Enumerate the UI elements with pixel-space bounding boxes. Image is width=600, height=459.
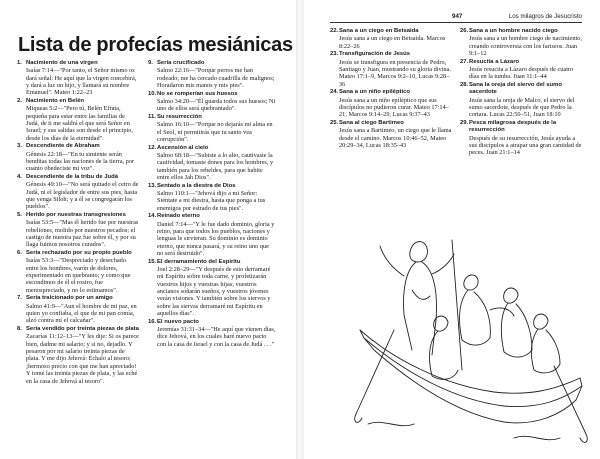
left-page <box>0 0 296 459</box>
item-heading-row <box>330 28 452 35</box>
item-number: 24. <box>330 89 339 96</box>
item-number: 2. <box>17 98 22 105</box>
item-number: 29. <box>460 120 469 127</box>
item-number: 5. <box>17 212 22 219</box>
item-heading: No se romperían sus huesos <box>157 90 238 97</box>
item-number: 13. <box>148 182 157 189</box>
item-heading: Reinado eterno <box>157 213 200 220</box>
item-heading: Nacimiento en Belén <box>26 98 84 105</box>
item-text: Génesis 49:10—"No será quitado el cetro de Judá, ni el legislador de entre sus pies, hasta que venga Siloh; y a él se congregarán los pueblos". <box>26 181 139 211</box>
item-text: Salmo 68:18—"Subiste a lo alto, cautivaste la cautividad, tomaste dones para los hombres, y también para los rebeldes, para que habite entre ellos Jah Dios". <box>157 152 274 182</box>
list-item <box>17 295 139 324</box>
item-heading: Descendiente de Abraham <box>26 143 100 150</box>
item-text: Salmo 22:16—"Porque perros me han rodeado; me ha cercado cuadrilla de malignos; Horadaron mis manos y mis pies". <box>157 67 275 90</box>
item-text: Jesús sana a un ciego en Betsaida. Marcos 8:22–26 <box>339 35 446 50</box>
item-number: 10. <box>148 90 157 97</box>
list-item <box>460 82 582 119</box>
item-text: Zacarías 11:12–13—"Y les dije: Si os parece bien, dadme mi salario; y si no, dejadlo. Y pesaron por mi salario treinta piezas de plata. Y me dijo Jehová: Échalo al tesoro; ¡hermoso precio con que me han apreciado! Y tomé las treinta piezas de plata, y las eché en la casa de Jehová al tesoro". <box>26 333 139 385</box>
item-heading: Nacimiento de una virgen <box>26 60 98 66</box>
item-text: Isaías 7:14—"Por tanto, el Señor mismo os dará señal: He aquí que la virgen concebirá, y dará a luz un hijo, y llamará su nombre Emanuel". Mateo 1:22–23 <box>26 67 137 97</box>
list-item <box>17 250 139 294</box>
list-item <box>330 120 452 149</box>
item-heading-row <box>148 91 276 98</box>
item-number: 22. <box>330 28 339 34</box>
item-heading-row <box>148 145 276 152</box>
page-title: Lista de profecías mesiánicas <box>18 34 293 56</box>
item-number: 27. <box>460 58 469 65</box>
item-text: Jesús sana a un niño epiléptico que sus discípulos no pudieron curar. Mateo 17:14–21, Marcos 9:14–29, Lucas 9:37–43 <box>339 96 449 119</box>
item-text: Joel 2:28–29—"Y después de esto derramaré mi Espíritu sobre toda carne, y profetizarán vuestros hijos y vuestras hijas; vuestros ancianos soñarán sueños, y vuestros jóvenes verán visiones. Y también sobre los siervos y sobre las siervas derramaré mi Espíritu en aquellos días". <box>157 266 271 318</box>
item-text: Jesús sana la oreja de Malco, el siervo del sumo sacerdote, después de que Pedro la cortara. Lucas 22:50–51, Juan 18:10 <box>469 96 575 119</box>
item-heading-row <box>148 319 276 326</box>
prophecy-column-2 <box>148 60 276 349</box>
item-heading: Sana la oreja del siervo del sumo sacerdote <box>469 82 562 96</box>
item-number: 9. <box>148 60 153 66</box>
list-item <box>17 326 139 385</box>
item-text: Salmo 16:10—"Porque no dejarás mi alma en el Seol, ni permitirás que tu santo vea corrupción". <box>157 121 273 144</box>
item-number: 8. <box>17 326 22 333</box>
item-heading: Herido por nuestras transgresiones <box>26 212 126 219</box>
list-item <box>148 91 276 113</box>
item-heading: Sana a un niño epiléptico <box>339 89 411 96</box>
item-text: Isaías 53:3—"Despreciado y desechado entre los hombres, varón de dolores, experimentado en quebranto; y como que escondimos de él el rostro, fue menospreciado, y no lo estimamos". <box>26 257 131 294</box>
item-heading: Sana a un hombre nacido ciego <box>469 28 558 34</box>
item-heading: Su resurrección <box>157 114 202 120</box>
item-heading-row <box>148 60 276 67</box>
item-heading-row <box>460 82 582 97</box>
list-item <box>460 59 582 81</box>
list-item <box>330 51 452 88</box>
item-heading-row <box>17 326 139 333</box>
item-number: 7. <box>17 295 22 302</box>
item-text: Salmo 110:1—"Jehová dijo a mi Señor: Siéntate a mi diestra, hasta que ponga a tus enemigos por estrado de tus pies". <box>157 190 266 212</box>
list-item <box>330 28 452 50</box>
item-heading-row <box>330 89 452 96</box>
item-heading-row <box>330 120 452 127</box>
list-item <box>148 259 276 318</box>
item-heading: Sería vendido por treinta piezas de plata <box>26 326 139 333</box>
item-text: Miqueas 5:2—"Pero tú, Belén Efrata, pequeña para estar entre las familias de Judá, de ti me saldrá el que será Señor en Israel; y sus salidas son desde el principio, desde los días de la eternidad". <box>26 105 134 142</box>
list-item <box>148 60 276 89</box>
list-item <box>17 174 139 211</box>
item-text: Jesús resucita a Lázaro después de cuatro días en la tumba. Juan 11:1–44 <box>469 66 574 81</box>
item-text: Génesis 22:18—"En tu simiente serán benditas todas las naciones de la tierra, por cuanto obedeciste mi voz". <box>26 150 135 173</box>
item-heading: Pesca milagrosa después de la resurrección <box>469 120 557 134</box>
item-heading: Ascensión al cielo <box>157 144 209 151</box>
item-heading-row <box>148 259 276 266</box>
item-heading: Descendiente de la tribu de Judá <box>26 174 118 181</box>
item-number: 25. <box>330 120 339 127</box>
item-heading-row <box>148 183 276 190</box>
item-heading-row <box>17 174 139 181</box>
item-text: Jesús se transfigura en presencia de Pedro, Santiago y Juan, mostrando su gloria divina. Mateo 17:1–9, Marcos 9:2–10, Lucas 9:28–36 <box>339 58 451 88</box>
item-number: 11. <box>148 114 156 120</box>
running-title: Los milagros de Jesucristo <box>508 13 582 20</box>
item-heading-row <box>17 98 139 105</box>
item-heading: El nuevo pacto <box>157 318 199 325</box>
miracle-column-1 <box>330 28 452 151</box>
list-item <box>460 28 582 57</box>
right-page <box>304 0 600 459</box>
item-text: Salmo 41:9—"Aun el hombre de mi paz, en quien yo confiaba, el que de mi pan comía, alzó contra mí el calcañar". <box>26 302 137 325</box>
item-text: Jesús sana a Bartimeo, un ciego que le llama desde el camino. Marcos 10:46–52, Mateo 20:29–34, Lucas 18:35–43 <box>339 127 452 150</box>
item-text: Daniel 7:14—"Y le fue dado dominio, gloria y reino, para que todos los pueblos, naciones y lenguas le sirvieran. Su dominio es dominio eterno, que nunca pasará, y su reino uno que no será destruido". <box>157 220 275 258</box>
item-heading-row <box>460 120 582 135</box>
item-number: 15. <box>148 258 157 265</box>
item-heading: Sería rechazado por su propio pueblo <box>26 250 132 257</box>
prophecy-column-1 <box>17 60 139 386</box>
boat-with-jesus-and-disciples-icon <box>354 210 590 450</box>
item-heading-row <box>17 212 139 219</box>
list-item <box>330 89 452 118</box>
item-number: 1. <box>17 60 22 66</box>
list-item <box>17 98 139 142</box>
list-item <box>148 145 276 182</box>
list-item <box>148 213 276 257</box>
page-number: 947 <box>452 13 463 20</box>
item-heading: Resucita a Lázaro <box>469 58 520 65</box>
item-number: 16. <box>148 318 157 325</box>
item-heading: Sería traicionado por un amigo <box>26 295 113 302</box>
book-gutter <box>296 0 304 459</box>
item-heading: El derramamiento del Espíritu <box>157 258 241 265</box>
list-item <box>460 120 582 157</box>
item-heading-row <box>148 114 276 121</box>
list-item <box>148 183 276 212</box>
item-heading-row <box>17 295 139 302</box>
item-heading-row <box>460 28 582 35</box>
item-number: 12. <box>148 144 157 151</box>
item-heading: Sana al ciego Bartimeo <box>339 120 404 127</box>
item-heading-row <box>17 143 139 150</box>
item-heading: Sentado a la diestra de Dios <box>157 182 236 189</box>
list-item <box>17 212 139 249</box>
item-heading: Sana a un ciego en Betsaida <box>339 28 419 34</box>
item-heading-row <box>330 51 452 58</box>
item-number: 28. <box>460 82 469 88</box>
item-text: Después de su resurrección, Jesús ayuda a sus discípulos a atrapar una gran cantidad de peces. Juan 21:1–14 <box>469 134 582 157</box>
item-heading: Transfiguración de Jesús <box>339 51 411 58</box>
item-heading-row <box>460 59 582 66</box>
item-number: 6. <box>17 250 22 257</box>
item-text: Isaías 53:5—"Mas él herido fue por nuestras rebeliones, molido por nuestros pecados; el castigo de nuestra paz fue sobre él, y por su llaga fuimos nosotros curados". <box>26 219 139 249</box>
item-heading: Sería crucificado <box>157 60 205 66</box>
list-item <box>148 319 276 348</box>
item-number: 4. <box>17 174 22 181</box>
item-number: 14. <box>148 213 157 220</box>
item-text: Jesús sana a un hombre ciego de nacimiento, creando controversia con los fariseos. Juan 9:1–12 <box>469 35 582 58</box>
item-text: Jeremías 31:31–34—"He aquí que vienen días, dice Jehová, en los cuales haré nuevo pacto con la casa de Israel y con la casa de Judá . . ." <box>157 326 276 348</box>
item-number: 26. <box>460 28 469 34</box>
list-item <box>17 60 139 97</box>
item-heading-row <box>148 213 276 220</box>
list-item <box>148 114 276 143</box>
list-item <box>17 143 139 172</box>
item-text: Salmo 34:20—"Él guarda todos sus huesos; Ni uno de ellos será quebrantado". <box>157 98 276 113</box>
miracle-column-2 <box>460 28 582 158</box>
item-number: 3. <box>17 143 22 150</box>
item-heading-row <box>17 250 139 257</box>
running-header <box>330 11 582 23</box>
item-heading-row <box>17 60 139 67</box>
item-number: 23. <box>330 51 339 58</box>
